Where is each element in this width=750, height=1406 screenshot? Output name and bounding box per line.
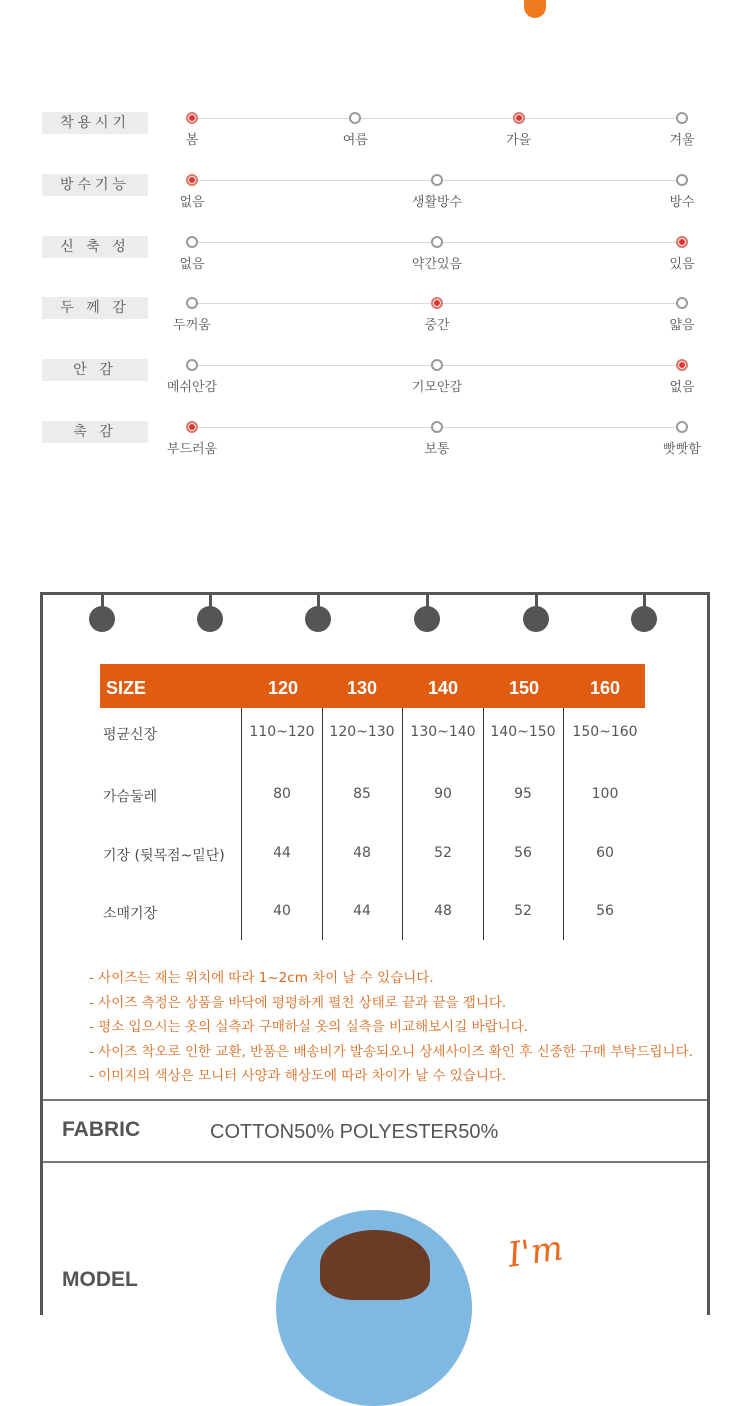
model-tagline: I'm — [505, 1228, 566, 1276]
size-table-header — [100, 664, 645, 708]
size-cell: 90 — [434, 786, 452, 802]
size-cell: 44 — [353, 903, 371, 919]
attribute-option-label: 겨울 — [669, 133, 695, 148]
model-photo — [276, 1210, 472, 1406]
option-dot — [186, 236, 198, 248]
selected-dot — [186, 112, 198, 124]
binder-pin — [305, 594, 331, 620]
size-cell: 150~160 — [572, 724, 638, 740]
size-header-160: 160 — [589, 678, 621, 698]
size-row-label: 소매기장 — [103, 906, 158, 922]
section-divider — [43, 1161, 707, 1163]
attribute-row — [0, 300, 750, 363]
size-cell: 52 — [434, 845, 452, 861]
attribute-option-label: 방수 — [669, 195, 695, 210]
size-cell: 44 — [273, 845, 291, 861]
size-header-140: 140 — [427, 678, 459, 698]
attribute-option-label: 있음 — [669, 257, 695, 272]
option-dot — [431, 421, 443, 433]
option-dot — [431, 359, 443, 371]
attribute-row — [0, 362, 750, 425]
attribute-label: 방수기능 — [42, 174, 148, 196]
binder-pin — [523, 594, 549, 620]
attribute-option-label: 없음 — [179, 195, 205, 210]
option-dot — [431, 174, 443, 186]
option-dot — [186, 297, 198, 309]
attribute-option-label: 얇음 — [669, 318, 695, 333]
option-dot — [349, 112, 361, 124]
attribute-option-label: 빳빳함 — [663, 442, 701, 457]
size-cell: 130~140 — [410, 724, 476, 740]
attribute-label: 두 께 감 — [42, 297, 148, 319]
size-header-label: SIZE — [106, 678, 147, 698]
option-dot — [676, 174, 688, 186]
size-cell: 110~120 — [249, 724, 315, 740]
size-cell: 120~130 — [329, 724, 395, 740]
attribute-option-label: 생활방수 — [411, 195, 463, 210]
size-cell: 48 — [434, 903, 452, 919]
size-notes — [89, 966, 693, 1089]
selected-dot — [431, 297, 443, 309]
size-cell: 60 — [596, 845, 614, 861]
attribute-option-label: 기모안감 — [411, 380, 463, 395]
attribute-label: 안 감 — [42, 359, 148, 381]
size-cell: 40 — [273, 903, 291, 919]
section-divider — [43, 1099, 707, 1101]
selected-dot — [676, 236, 688, 248]
selected-dot — [513, 112, 525, 124]
option-dot — [676, 297, 688, 309]
attribute-option-label: 보통 — [424, 442, 450, 457]
size-cell: 80 — [273, 786, 291, 802]
attribute-option-label: 가을 — [506, 133, 532, 148]
size-header-130: 130 — [346, 678, 378, 698]
attribute-option-label: 약간있음 — [411, 257, 463, 272]
binder-pin — [89, 594, 115, 620]
size-row-label: 평균신장 — [103, 727, 158, 743]
size-header-150: 150 — [508, 678, 540, 698]
selected-dot — [676, 359, 688, 371]
selected-dot — [186, 174, 198, 186]
attribute-option-label: 없음 — [669, 380, 695, 395]
option-dot — [431, 236, 443, 248]
attribute-option-label: 두꺼움 — [173, 318, 211, 333]
option-dot — [186, 359, 198, 371]
attribute-row — [0, 424, 750, 487]
option-dot — [676, 112, 688, 124]
option-dot — [676, 421, 688, 433]
fabric-label: FABRIC — [62, 1118, 141, 1141]
attribute-row — [0, 115, 750, 178]
size-cell: 95 — [514, 786, 532, 802]
size-cell: 85 — [353, 786, 371, 802]
attribute-label: 촉 감 — [42, 421, 148, 443]
binder-pin — [631, 594, 657, 620]
note-line: - 사이즈 측정은 상품을 바닥에 평평하게 펼친 상태로 끝과 끝을 잽니다. — [89, 994, 507, 1011]
size-row-label: 기장 (뒷목점~밑단) — [103, 848, 225, 864]
size-cell: 140~150 — [490, 724, 556, 740]
size-cell: 52 — [514, 903, 532, 919]
binder-pin — [414, 594, 440, 620]
table-divider — [563, 708, 564, 940]
attribute-label: 신 축 성 — [42, 236, 148, 258]
note-line: - 평소 입으시는 옷의 실측과 구매하실 옷의 실측을 비교해보시길 바랍니다. — [89, 1019, 529, 1036]
size-cell: 100 — [591, 786, 619, 802]
attribute-option-label: 없음 — [179, 257, 205, 272]
attribute-option-label: 여름 — [342, 133, 368, 148]
note-line: - 사이즈는 재는 위치에 따라 1~2cm 차이 날 수 있습니다. — [89, 970, 434, 986]
attribute-option-label: 봄 — [185, 133, 199, 148]
size-cell: 56 — [514, 845, 532, 861]
selected-dot — [186, 421, 198, 433]
attribute-row — [0, 177, 750, 240]
size-header-120: 120 — [267, 678, 299, 698]
note-line: - 사이즈 착오로 인한 교환, 반품은 배송비가 발송되오니 상세사이즈 확인 후 신중한 구매 부탁드립니다. — [89, 1043, 693, 1060]
attribute-row — [0, 239, 750, 302]
top-decoration — [524, 0, 546, 18]
note-line: - 이미지의 색상은 모니터 사양과 해상도에 따라 차이가 날 수 있습니다. — [89, 1068, 507, 1085]
binder-pin — [197, 594, 223, 620]
attribute-option-label: 부드러움 — [166, 442, 218, 457]
attribute-scale-line — [192, 118, 682, 119]
attribute-option-label: 메쉬안감 — [166, 380, 218, 395]
size-row-label: 가슴둘레 — [103, 789, 158, 805]
attribute-option-label: 중간 — [424, 318, 450, 333]
fabric-value: COTTON50% POLYESTER50% — [210, 1121, 499, 1143]
size-cell: 48 — [353, 845, 371, 861]
size-cell: 56 — [596, 903, 614, 919]
attribute-label: 착용시기 — [42, 112, 148, 134]
model-label: MODEL — [62, 1268, 138, 1291]
